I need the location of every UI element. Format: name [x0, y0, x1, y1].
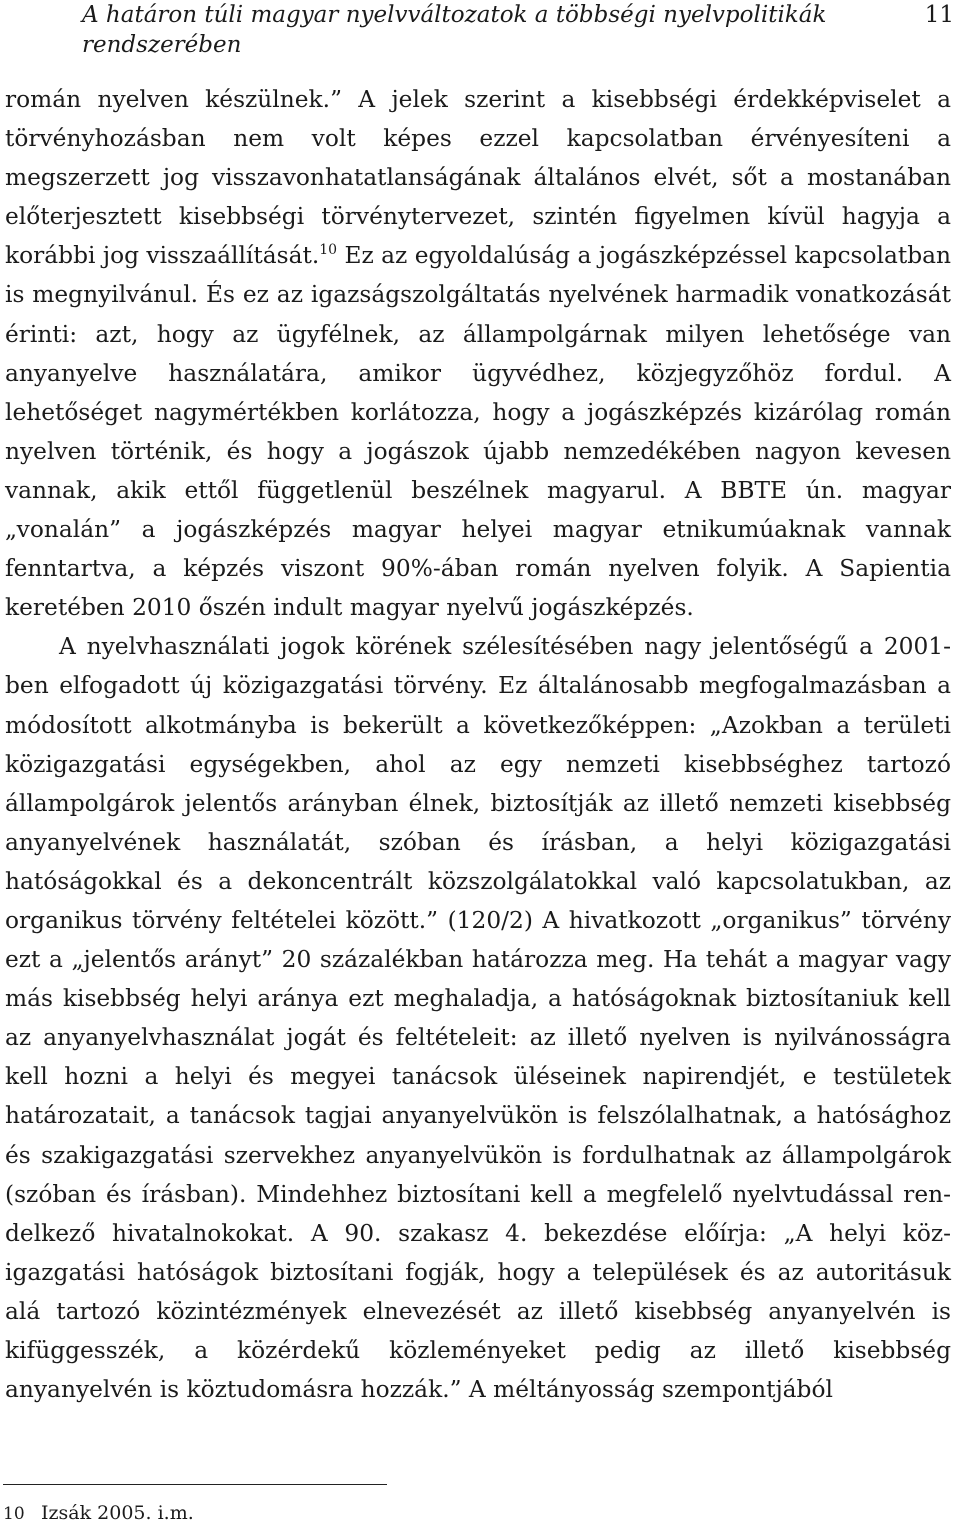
footnote-text: Izsák 2005. i.m.: [41, 1502, 194, 1524]
page-number: 11: [924, 2, 954, 28]
body-text: [5, 80, 951, 1409]
running-header: [82, 0, 954, 58]
footnote: [3, 1500, 194, 1527]
footnote-number: 10: [3, 1504, 25, 1524]
paragraph-1-part-b: Ez az egyoldalúság a jogászképzéssel kapcsolatban is megnyilvánul. És ez az igazságszolgáltatás nyelvének harmadik vonatkozását érinti: azt, hogy az ügyfélnek, az állampolgárnak milyen lehetősége van anyanyelve használatára, amikor ügyvédhez, közjegyzőhöz fordul. A lehetőséget nagymértékben korlátozza, hogy a jogászképzés kizárólag román nyelven történik, és hogy a jogászok újabb nemzedékében nagyon kevesen vannak, akik ettől függetlenül beszélnek magyarul. A BBTE ún. magyar „vonalán” a jogászképzés magyar helyei magyar etnikumúaknak vannak fenntartva, a képzés viszont 90%-ában román nyelven folyik. A Sapientia keretében 2010 őszén indult magyar nyelvű jogászképzés.: [5, 242, 951, 622]
footnote-reference: 10: [319, 242, 338, 259]
paragraph-2: A nyelvhasználati jogok körének szélesítésében nagy jelentőségű a 2001-ben elfogadott új közigazgatási törvény. Ez általánosabb megfogalmazásban a módosított alkotmányba is bekerült a következőképpen: „Azokban a területi közigazgatási egységekben, ahol az egy nemzeti kisebbséghez tartozó állampolgárok jelentős arányban élnek, biztosítják az illető nemzeti kisebbség anyanyelvének használatát, szóban és írásban, a helyi közigazgatási hatóságokkal és a dekoncentrált közszolgálatokkal való kapcsolatukban, az organikus törvény feltételei között.” (120/2) A hivatkozott „organikus” törvény ezt a „jelentős arányt” 20 százalékban határozza meg. Ha tehát a magyar vagy más kisebbség helyi aránya ezt meghaladja, a hatóságoknak biztosítaniuk kell az anyanyelvhasználat jogát és feltételeit: az illető nyelven is nyilvánosságra kell hozni a helyi és megyei tanácsok üléseinek napirendjét, e testületek határozatait, a tanácsok tagjai anyanyelvükön is felszólalhatnak, a hatósághoz és szakigazgatási szervekhez anyanyelvükön is fordulhatnak az állampolgárok (szóban és írásban). Mindehhez biztosítani kell a megfelelő nyelvtudással rendelkező hivatalnokokat. A 90. szakasz 4. bekezdése előírja: „A helyi közigazgatási hatóságok biztosítani fogják, hogy a települések és az autoritásuk alá tartozó közintézmények elnevezését az illető kisebbség anyanyelvén is kifüggesszék, a közérdekű közleményeket pedig az illető kisebbség anyanyelvén is köztudomásra hozzák.” A méltányosság szempontjából: [5, 633, 951, 1404]
paragraph-1: [5, 80, 951, 627]
running-title: A határon túli magyar nyelvváltozatok a többségi nyelvpolitikák rendszerében: [82, 2, 827, 58]
paragraph-1-part-a: román nyelven készülnek.” A jelek szerint a kisebbségi érdekképviselet a törvényhozásban nem volt képes ezzel kapcsolatban érvényesíteni a megszerzett jog visszavonhatatlanságának általános elvét, sőt a mostanában előterjesztett kisebbségi törvénytervezet, szintén figyelmen kívül hagyja a korábbi jog visszaállítását.: [5, 86, 951, 270]
footnote-divider: [3, 1484, 387, 1485]
